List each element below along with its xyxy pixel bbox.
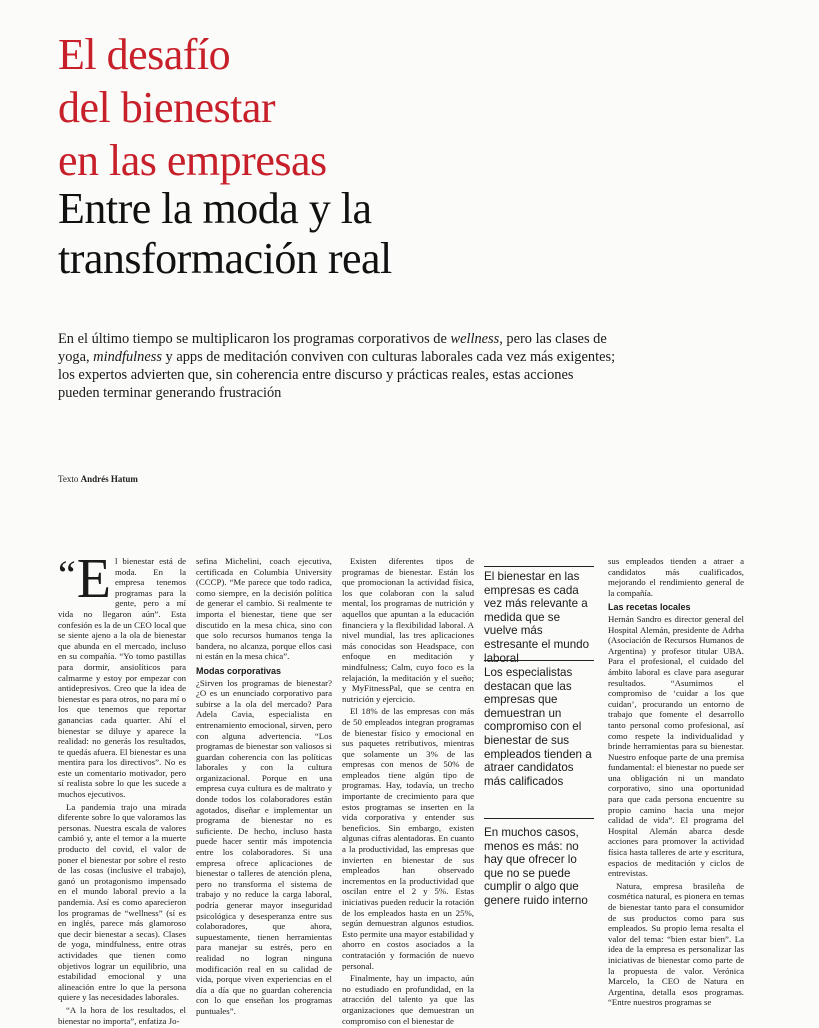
col1-paragraph-2: La pandemia trajo una mirada diferente sobre lo que valoramos las personas. Nuestra escala de valores cambió y, ante el temor a la muerte producto del covid, el valor de poner el bienestar por sobre el resto de las cosas (inclusive el trabajo), ganó un protagonismo impensado en el mundo laboral previo a la pandemia. Así es como aparecieron los programas de “wellness” (sí es en inglés, parece más glamoroso que decir bienestar a secas). Clases de yoga, mindfulness, entre otras actividades que tienen como objetivos lograr un equilibrio, una estabilidad emocional y una alineación entre lo que la persona quiere y las necesidades laborales. — [58, 801, 186, 1003]
column-1 — [58, 548, 186, 1028]
lead-part-3: y apps de meditación conviven con culturas laborales cada vez más exigentes; los expertos advierten que, sin coherencia entre discurso y prácticas reales, estas acciones pueden terminar generando frustración — [58, 349, 616, 401]
col1-paragraph-3: “A la hora de los resultados, el bienestar no importa”, enfatiza Jo- — [58, 1004, 186, 1026]
pullquote-1: El bienestar en las empresas es cada vez más relevante a medida que se vuelve más estresante el mundo laboral — [484, 570, 590, 665]
subheadline-line-2: transformación real — [58, 234, 392, 283]
pullquote-rule-1 — [484, 566, 594, 567]
byline-label: Texto — [58, 474, 79, 484]
column-3 — [342, 556, 474, 1028]
headline-line-2: del bienestar — [58, 83, 276, 132]
byline — [58, 474, 138, 484]
lead-part-2: , pero las clases de yoga, — [58, 331, 607, 365]
lead-paragraph — [58, 330, 618, 402]
pullquote-3: En muchos casos, menos es más: no hay que ofrecer lo que no se puede cumplir o algo que genere ruido interno — [484, 826, 588, 907]
pullquote-rule-3 — [484, 818, 594, 819]
section-heading-modas: Modas corporativas — [196, 665, 282, 676]
col1-paragraph-1-text: l bienestar está de moda. En la empresa tenemos programas para la gente, pero a mí vida no llegaron aún”. Esta confesión es la de un CEO local que se siente ajeno a la ola de bienestar que abunda en el mercado, incluso en su compañía. “Yo tomo pastillas para dormir, ansiolíticos para calmarme y estoy por empezar con antidepresivos. Creo que la idea de bienestar es para otros, no para mí o los que tenemos que reportar ganancias cada quarter. Ahí el bienestar se diluye y aparece la realidad: no generás los resultados, te quedás afuera. El bienestar es una mentira para los directivos”. No es este un comentario motivador, pero sí realista sobre lo que les sucede a muchos ejecutivos. — [58, 556, 186, 800]
subheadline — [58, 184, 778, 284]
pullquote-rule-2 — [484, 660, 594, 661]
headline-red — [58, 28, 758, 187]
col1-paragraph-1 — [58, 548, 186, 800]
col3-paragraph-2: El 18% de las empresas con más de 50 empleados integran programas de bienestar físico y emocional en sus paquetes retributivos, mientras que solamente un 3% de las empresas con menos de 50% de empleados tiene algún tipo de programas. Hay, todavía, un trecho importante de crecimiento para que estos programas se inserten en la vida corporativa y entender sus beneficios. Sin embargo, existen algunas cifras alentadoras. En cuanto a la productividad, las empresas que invierten en bienestar de sus empleados han observado incrementos en la productividad que oscilan entre el 2 y 5%. Estas iniciativas pueden reducir la rotación de los empleados hasta en un 25%, según demuestran algunos estudios. Esto permite una mayor estabilidad y ahorro en costos asociados a la contratación y formación de nuevo personal. — [342, 706, 474, 971]
byline-author: Andrés Hatum — [80, 474, 138, 484]
section-heading-recetas: Las recetas locales — [608, 602, 691, 613]
col5-paragraph-3: Natura, empresa brasileña de cosmética natural, es pionera en temas de bienestar tanto para el consumidor de sus productos como para sus empleados. Su propio lema resalta el valor del tema: “bien estar bien”. La idea de la empresa es personalizar las iniciativas de bienestar como parte de la propuesta de valor. Verónica Marcelo, la CEO de Natura en Argentina, detalla esos programas. “Entre nuestros programas se — [608, 880, 744, 1008]
col2-paragraph-2: ¿Sirven los programas de bienestar? ¿O es un enunciado corporativo para subirse a la ola del mercado? Para Adela Cavia, especialista en entrenamiento emocional, sirven, pero con alguna advertencia. “Los programas de bienestar son valiosos si guardan coherencia con las políticas laborales y con la cultura organizacional. Porque en una empresa cuya cultura es de maltrato y donde todos los colaboradores están agotados, diseñar e implementar un programa de bienestar no es suficiente. De hecho, incluso hasta puede hacer sentir más impotencia entre los colaboradores. Si una empresa ofrece aplicaciones de bienestar o talleres de atención plena, pero no transforma el sistema de trabajo y no reduce la carga laboral, podría generar mayor inseguridad psicológica y desesperanza entre sus colaboradores, que ahora, supuestamente, tienen herramientas para manejar su estrés, pero en realidad no logran ninguna modificación real en su calidad de vida, porque viven experiencias en el día a día que no guardan coherencia con lo que enseñan los programas puntuales”. — [196, 677, 332, 1016]
opening-quote-mark: “ — [58, 552, 76, 597]
col3-paragraph-1: Existen diferentes tipos de programas de bienestar. Están los que promocionan la actividad física, los que colaboran con la salud mental, los programas de nutrición y aquellos que apuntan a la educación financiera y la flexibilidad laboral. A nivel mundial, las tres aplicaciones más conocidas son Headspace, con enfoque en meditación y mindfulness; Calm, cuyo foco es la relajación, la meditación y el sueño; y MyFitnessPal, que se centra en nutrición y ejercicio. — [342, 556, 474, 704]
pullquote-2: Los especialistas destacan que las empresas que demuestran un compromiso con el bienestar de sus empleados tienden a atraer candidatos más calificados — [484, 666, 592, 788]
headline-line-3: en las empresas — [58, 136, 327, 185]
col5-paragraph-1: sus empleados tienden a atraer a candidatos más cualificados, mejorando el rendimiento general de la compañía. — [608, 556, 744, 598]
column-2 — [196, 556, 332, 1019]
lead-em-wellness: wellness — [450, 331, 500, 347]
col2-paragraph-1: sefina Michelini, coach ejecutiva, certificada en Columbia University (CCCP). “Me parece que todo radica, como siempre, en la decisión política de generar el cambio. Si realmente te importa el bienestar, tiene que ser discutido en la mesa chica, sino con que solo recursos humanos tenga la bandera, no alcanza, porque ellos casi ni están en la mesa chica”. — [196, 556, 332, 662]
column-5 — [608, 556, 744, 1010]
lead-em-mindfulness: mindfulness — [93, 349, 162, 365]
subheadline-line-1: Entre la moda y la — [58, 184, 372, 233]
col5-paragraph-2: Hernán Sandro es director general del Hospital Alemán, presidente de Adrha (Asociación de Recursos Humanos de Argentina) y profesor titular UBA. Para el profesional, el cuidado del ámbito laboral es clave para asegurar resultados. “Asumimos el compromiso de ‘cuidar a los que cuidan’, procurando un entorno de trabajo que fomente el desarrollo tanto personal como profesional, así como respete la individualidad y brinde herramientas para su bienestar. Nuestro enfoque parte de una premisa fundamental: el bienestar no puede ser una obligación ni un mandato corporativo, sino una oportunidad para que cada persona encuentre su propio camino hacia una mejor calidad de vida”. El programa del Hospital Alemán abarca desde acciones para promover la actividad física hasta talleres de arte y escritura, espacios de meditación y ciclos de entrevistas. — [608, 613, 744, 879]
headline-line-1: El desafío — [58, 30, 231, 79]
drop-cap-letter: E — [76, 548, 111, 610]
lead-part-1: En el último tiempo se multiplicaron los programas corporativos de — [58, 331, 451, 347]
col3-paragraph-3: Finalmente, hay un impacto, aún no estudiado en profundidad, en la atracción del talento ya que las organizaciones que demuestran un compromiso con el bienestar de — [342, 973, 474, 1026]
